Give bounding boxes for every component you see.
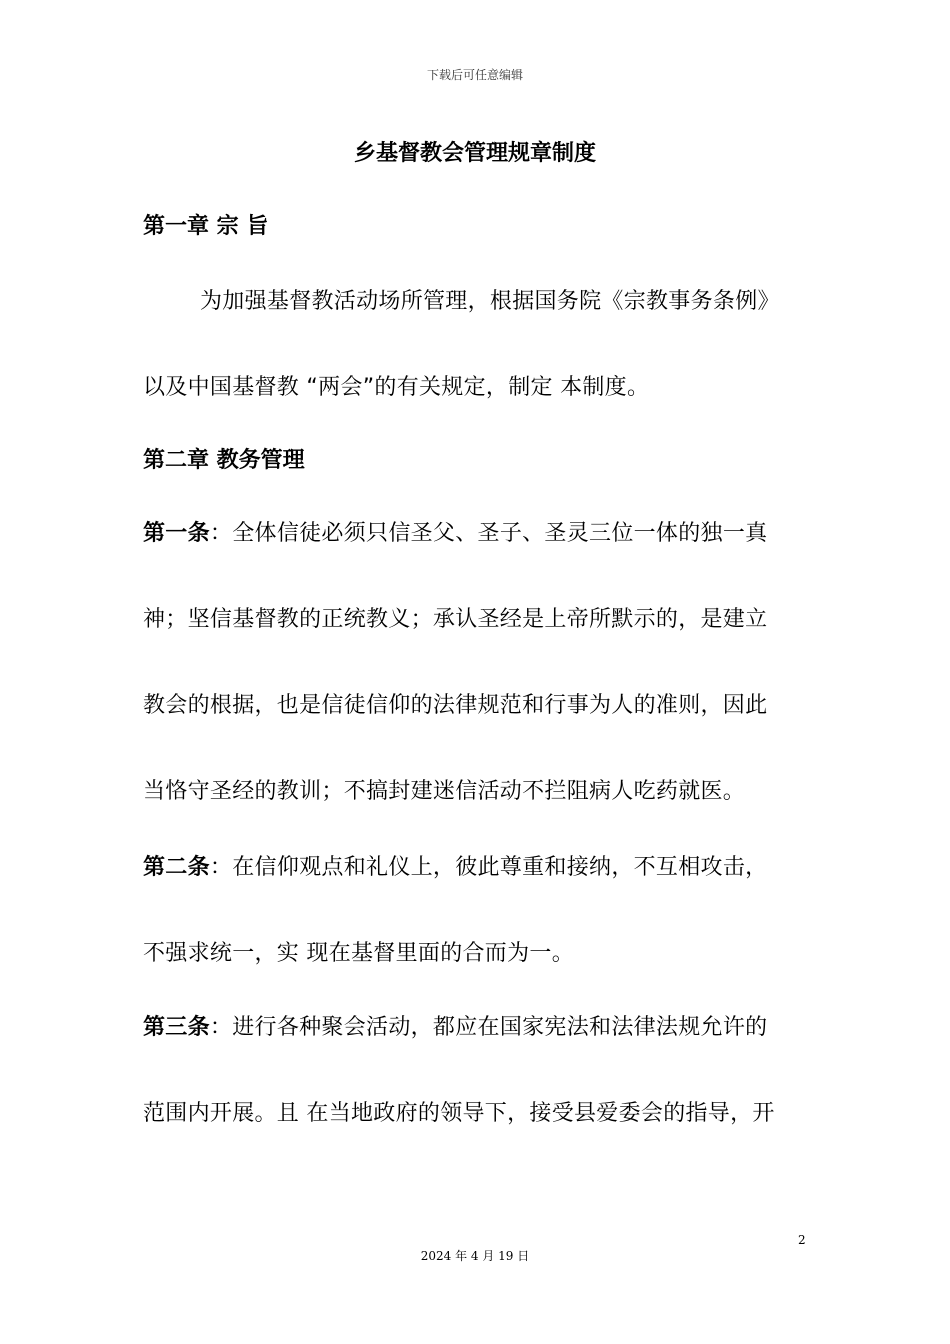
chapter-1-heading: 第一章 宗 旨 xyxy=(143,214,269,239)
page-number: 2 xyxy=(798,1233,806,1247)
article-3-line-2: 范围内开展。且 在当地政府的领导下，接受县爱委会的指导，开 xyxy=(143,1101,775,1126)
article-2-line-1 xyxy=(143,850,767,881)
article-1-line-4: 当恪守圣经的教训；不搞封建迷信活动不拦阻病人吃药就医。 xyxy=(143,779,746,804)
article-3-text-1: 进行各种聚会活动，都应在国家宪法和法律法规允许的 xyxy=(232,1015,768,1040)
chapter-2-heading: 第二章 教务管理 xyxy=(143,448,305,473)
footer-date: 2024 年 4 月 19 日 xyxy=(420,1249,530,1263)
article-3-line-1 xyxy=(143,1010,767,1041)
article-1-line-3: 教会的根据，也是信徒信仰的法律规范和行事为人的准则，因此 xyxy=(143,693,768,718)
chapter-1-line-2: 以及中国基督教 “两会”的有关规定，制定 本制度。 xyxy=(143,375,650,400)
article-2-separator: ： xyxy=(209,855,233,880)
article-1-separator: ： xyxy=(209,521,233,546)
chapter-1-line-1: 为加强基督教活动场所管理，根据国务院《宗教事务条例》 xyxy=(200,289,780,314)
header-note: 下载后可任意编辑 xyxy=(426,68,523,82)
article-1-line-1 xyxy=(143,516,767,547)
article-2-line-2: 不强求统一，实 现在基督里面的合而为一。 xyxy=(143,941,574,966)
article-1-label: 第一条 xyxy=(143,521,210,546)
article-3-label: 第三条 xyxy=(143,1015,210,1040)
article-2-text-1: 在信仰观点和礼仪上，彼此尊重和接纳，不互相攻击， xyxy=(232,855,768,880)
document-title: 乡基督教会管理规章制度 xyxy=(353,141,596,166)
article-1-line-2: 神；坚信基督教的正统教义；承认圣经是上帝所默示的，是建立 xyxy=(143,607,768,632)
article-3-separator: ： xyxy=(209,1015,233,1040)
article-1-text-1: 全体信徒必须只信圣父、圣子、圣灵三位一体的独一真 xyxy=(232,521,768,546)
article-2-label: 第二条 xyxy=(143,855,210,880)
